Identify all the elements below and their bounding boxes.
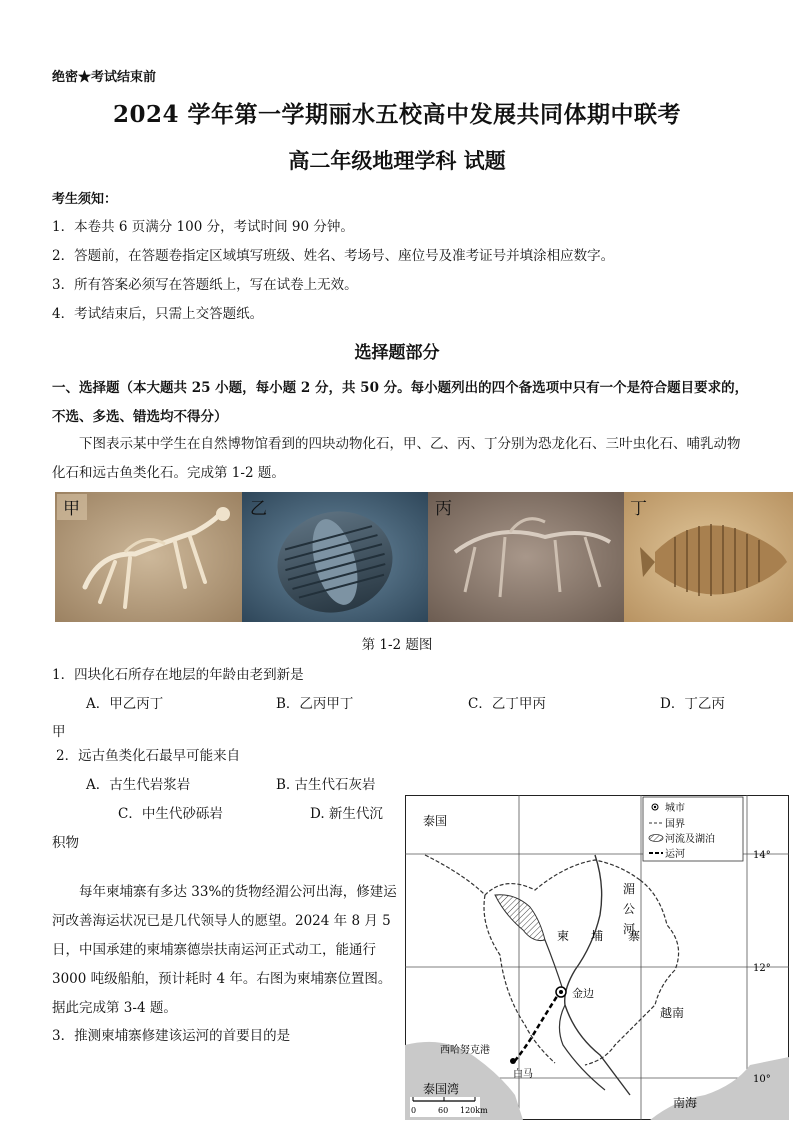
q2-option-d-wrap: 积物	[52, 835, 79, 851]
label-phnom-penh: 金边	[572, 987, 594, 1000]
label-mekong-3: 河	[623, 922, 636, 936]
label-south-sea: 南海	[673, 1096, 698, 1110]
latitude-12: 12°	[753, 963, 771, 974]
legend-border: 国界	[665, 819, 685, 830]
q1-option-d-wrap: 甲	[52, 724, 66, 740]
label-thailand: 泰国	[423, 814, 448, 828]
label-baiqi: 白马	[513, 1069, 533, 1080]
legend-river-lake: 河流及湖泊	[665, 834, 715, 845]
exam-subtitle: 高二年级地理学科 试题	[288, 148, 506, 173]
notice-item: 1．本卷共 6 页满分 100 分，考试时间 90 分钟。	[52, 219, 354, 235]
scale-120km: 120km	[460, 1106, 488, 1115]
figure-caption: 第 1-2 题图	[361, 637, 433, 653]
q2-option-b: B. 古生代石灰岩	[276, 777, 376, 793]
fossil-image-strip	[55, 492, 793, 622]
fossil-label-bing: 丙	[435, 499, 452, 519]
label-cambodia-3: 寨	[628, 929, 641, 943]
label-cambodia-2: 埔	[591, 929, 604, 943]
scale-60: 60	[438, 1106, 449, 1115]
trilobite-fossil-image	[242, 492, 428, 622]
mammal-fossil-image	[428, 492, 624, 622]
question-1-stem: 1．四块化石所存在地层的年龄由老到新是	[52, 667, 304, 683]
map-legend	[643, 797, 743, 861]
notice-item: 2．答题前，在答题卷指定区域填写班级、姓名、考场号、座位号及准考证号并填涂相应数字。	[52, 248, 615, 264]
part-one-instructions: 一、选择题（本大题共 25 小题，每小题 2 分，共 50 分。每小题列出的四个备选项中只有一个是符合题目要求的，不选、多选、错选均不得分）	[52, 380, 749, 425]
label-cambodia-1: 柬	[557, 929, 570, 943]
q1-option-a: A．甲乙丙丁	[86, 696, 164, 712]
exam-title: 2024 学年第一学期丽水五校高中发展共同体期中联考	[112, 101, 682, 128]
legend-city: 城市	[665, 803, 685, 814]
fossil-label-ding: 丁	[630, 499, 647, 519]
canal-passage: 每年柬埔寨有多达 33%的货物经湄公河出海，修建运河改善海运状况已是几代领导人的愿望。2024 年 8 月 5 日，中国承建的柬埔寨德崇扶南运河正式动工，能通行 3000 吨级船舶，预计耗时 4 年。右图为柬埔寨位置图。据此完成第 3-4 题。	[52, 884, 397, 1016]
notice-item: 4．考试结束后，只需上交答题纸。	[52, 306, 264, 322]
label-sihanoukville: 西哈努克港	[440, 1045, 490, 1056]
label-mekong-2: 公	[623, 902, 636, 916]
label-vietnam: 越南	[660, 1006, 685, 1020]
notice-heading: 考生须知：	[52, 192, 118, 207]
secret-mark: 绝密★考试结束前	[52, 70, 157, 85]
legend-canal: 运河	[665, 849, 685, 860]
fossil-label-jia: 甲	[63, 499, 80, 519]
q1-option-c: C．乙丁甲丙	[468, 696, 546, 712]
city-marker-sihanoukville	[510, 1058, 516, 1064]
question-2-stem: 2．远古鱼类化石最早可能来自	[56, 748, 241, 764]
scale-0: 0	[411, 1106, 417, 1115]
section-title: 选择题部分	[354, 343, 440, 363]
q2-option-a: A．古生代岩浆岩	[86, 777, 191, 793]
question-3-stem: 3．推测柬埔寨修建该运河的首要目的是	[52, 1028, 291, 1044]
notice-item: 3．所有答案必须写在答题纸上，写在试卷上无效。	[52, 277, 358, 293]
label-gulf-of-thailand: 泰国湾	[423, 1082, 460, 1096]
scale-bar	[410, 1097, 488, 1117]
fossil-intro: 下图表示某中学生在自然博物馆看到的四块动物化石，甲、乙、丙、丁分别为恐龙化石、三叶虫化石、哺乳动物化石和远古鱼类化石。完成第 1-2 题。	[52, 436, 741, 481]
cambodia-location-map	[405, 795, 789, 1120]
fish-fossil-image	[624, 492, 793, 622]
q1-option-b: B．乙丙甲丁	[276, 696, 354, 712]
q1-option-d: D．丁乙丙	[660, 696, 725, 712]
fossil-label-yi: 乙	[250, 499, 267, 519]
latitude-10: 10°	[753, 1074, 771, 1085]
label-mekong-1: 湄	[623, 882, 636, 896]
q2-option-d: D. 新生代沉	[310, 806, 383, 822]
q2-option-c: C．中生代砂砾岩	[118, 806, 223, 822]
latitude-14: 14°	[753, 850, 771, 861]
